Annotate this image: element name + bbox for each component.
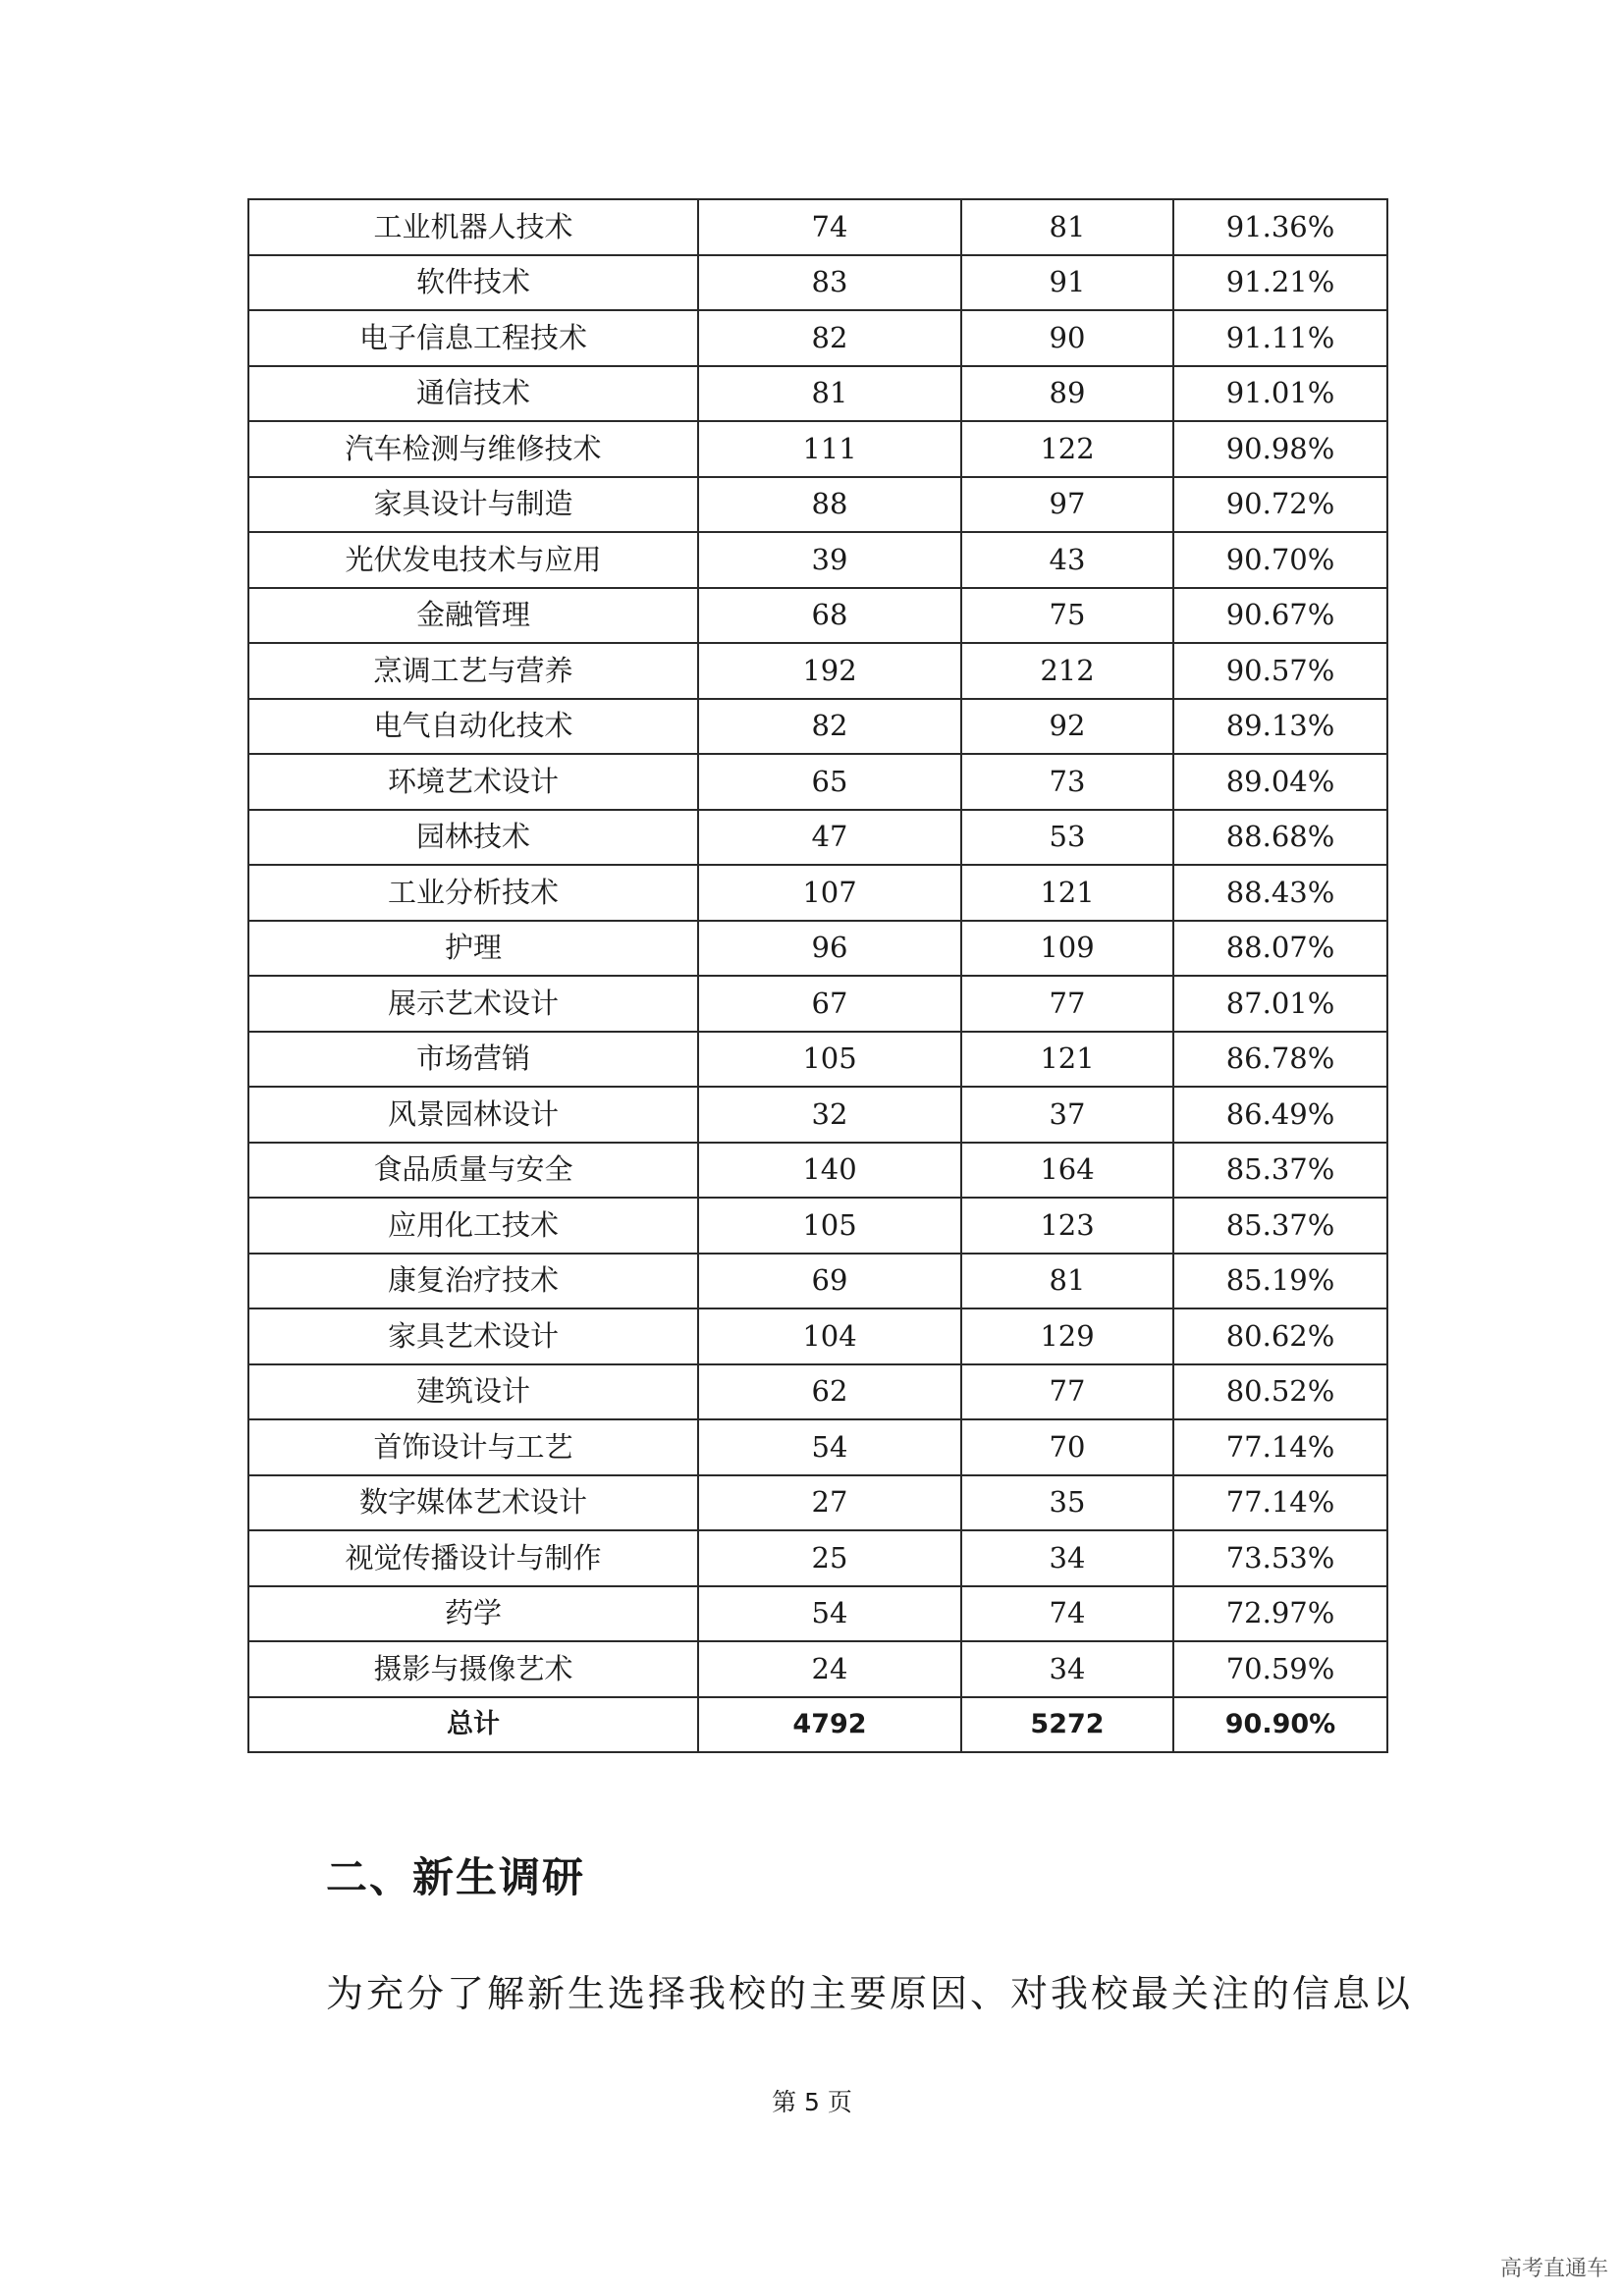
- major-cell: 光伏发电技术与应用: [248, 532, 698, 588]
- table-row: [248, 1364, 1387, 1420]
- page-number: 第 5 页: [772, 2088, 852, 2116]
- graduates-cell: 91: [961, 255, 1173, 311]
- table-row: [248, 421, 1387, 477]
- employed-cell: 82: [698, 699, 961, 755]
- table-row: [248, 976, 1387, 1032]
- employed-cell: 32: [698, 1087, 961, 1143]
- rate-cell: 73.53%: [1173, 1530, 1387, 1586]
- rate-cell: 85.37%: [1173, 1198, 1387, 1254]
- major-cell: 首饰设计与工艺: [248, 1419, 698, 1475]
- graduates-cell: 81: [961, 199, 1173, 255]
- rate-cell: 86.49%: [1173, 1087, 1387, 1143]
- table-row: [248, 1143, 1387, 1199]
- table-row: [248, 1308, 1387, 1364]
- employed-cell: 62: [698, 1364, 961, 1420]
- employed-cell: 104: [698, 1308, 961, 1364]
- graduates-cell: 37: [961, 1087, 1173, 1143]
- major-cell: 环境艺术设计: [248, 754, 698, 810]
- table-row: [248, 1530, 1387, 1586]
- graduates-cell: 70: [961, 1419, 1173, 1475]
- employed-cell: 39: [698, 532, 961, 588]
- table-row: [248, 754, 1387, 810]
- major-cell: 市场营销: [248, 1032, 698, 1088]
- total-graduates: 5272: [961, 1697, 1173, 1753]
- rate-cell: 90.70%: [1173, 532, 1387, 588]
- table-row: [248, 199, 1387, 255]
- employed-cell: 69: [698, 1254, 961, 1309]
- employment-rate-table: [247, 198, 1388, 1753]
- employed-cell: 96: [698, 921, 961, 977]
- employed-cell: 67: [698, 976, 961, 1032]
- employed-cell: 88: [698, 477, 961, 533]
- graduates-cell: 122: [961, 421, 1173, 477]
- table-row: [248, 310, 1387, 366]
- employed-cell: 105: [698, 1032, 961, 1088]
- employed-cell: 83: [698, 255, 961, 311]
- graduates-cell: 89: [961, 366, 1173, 422]
- major-cell: 建筑设计: [248, 1364, 698, 1420]
- table-row: [248, 477, 1387, 533]
- table-row: [248, 588, 1387, 644]
- rate-cell: 88.68%: [1173, 810, 1387, 866]
- employed-cell: 68: [698, 588, 961, 644]
- major-cell: 数字媒体艺术设计: [248, 1475, 698, 1531]
- major-cell: 康复治疗技术: [248, 1254, 698, 1309]
- graduates-cell: 90: [961, 310, 1173, 366]
- section-heading: 二、新生调研: [326, 1853, 586, 1901]
- table-row: [248, 865, 1387, 921]
- graduates-cell: 34: [961, 1530, 1173, 1586]
- total-row: [248, 1697, 1387, 1753]
- rate-cell: 70.59%: [1173, 1641, 1387, 1697]
- table-body: [248, 199, 1387, 1752]
- rate-cell: 90.98%: [1173, 421, 1387, 477]
- watermark-text: 高考直通车: [1499, 2257, 1608, 2281]
- employed-cell: 54: [698, 1586, 961, 1642]
- table-row: [248, 643, 1387, 699]
- rate-cell: 90.67%: [1173, 588, 1387, 644]
- graduates-cell: 97: [961, 477, 1173, 533]
- major-cell: 家具设计与制造: [248, 477, 698, 533]
- major-cell: 烹调工艺与营养: [248, 643, 698, 699]
- table-row: [248, 1586, 1387, 1642]
- graduates-cell: 164: [961, 1143, 1173, 1199]
- graduates-cell: 212: [961, 643, 1173, 699]
- major-cell: 通信技术: [248, 366, 698, 422]
- table-row: [248, 1032, 1387, 1088]
- major-cell: 金融管理: [248, 588, 698, 644]
- graduates-cell: 92: [961, 699, 1173, 755]
- graduates-cell: 121: [961, 1032, 1173, 1088]
- graduates-cell: 109: [961, 921, 1173, 977]
- employed-cell: 105: [698, 1198, 961, 1254]
- major-cell: 软件技术: [248, 255, 698, 311]
- rate-cell: 91.36%: [1173, 199, 1387, 255]
- employed-cell: 81: [698, 366, 961, 422]
- employed-cell: 140: [698, 1143, 961, 1199]
- graduates-cell: 73: [961, 754, 1173, 810]
- rate-cell: 91.21%: [1173, 255, 1387, 311]
- graduates-cell: 43: [961, 532, 1173, 588]
- graduates-cell: 74: [961, 1586, 1173, 1642]
- rate-cell: 90.57%: [1173, 643, 1387, 699]
- rate-cell: 77.14%: [1173, 1475, 1387, 1531]
- employed-cell: 107: [698, 865, 961, 921]
- employed-cell: 111: [698, 421, 961, 477]
- rate-cell: 91.01%: [1173, 366, 1387, 422]
- rate-cell: 80.62%: [1173, 1308, 1387, 1364]
- graduates-cell: 35: [961, 1475, 1173, 1531]
- total-rate: 90.90%: [1173, 1697, 1387, 1753]
- rate-cell: 85.37%: [1173, 1143, 1387, 1199]
- major-cell: 护理: [248, 921, 698, 977]
- major-cell: 应用化工技术: [248, 1198, 698, 1254]
- major-cell: 电气自动化技术: [248, 699, 698, 755]
- table-row: [248, 810, 1387, 866]
- table-row: [248, 255, 1387, 311]
- graduates-cell: 53: [961, 810, 1173, 866]
- rate-cell: 91.11%: [1173, 310, 1387, 366]
- major-cell: 展示艺术设计: [248, 976, 698, 1032]
- major-cell: 工业机器人技术: [248, 199, 698, 255]
- major-cell: 工业分析技术: [248, 865, 698, 921]
- graduates-cell: 81: [961, 1254, 1173, 1309]
- rate-cell: 90.72%: [1173, 477, 1387, 533]
- employed-cell: 74: [698, 199, 961, 255]
- table-row: [248, 1254, 1387, 1309]
- employed-cell: 192: [698, 643, 961, 699]
- rate-cell: 89.13%: [1173, 699, 1387, 755]
- major-cell: 风景园林设计: [248, 1087, 698, 1143]
- total-label: 总计: [248, 1697, 698, 1753]
- graduates-cell: 34: [961, 1641, 1173, 1697]
- rate-cell: 80.52%: [1173, 1364, 1387, 1420]
- graduates-cell: 77: [961, 976, 1173, 1032]
- rate-cell: 72.97%: [1173, 1586, 1387, 1642]
- table-row: [248, 921, 1387, 977]
- major-cell: 家具艺术设计: [248, 1308, 698, 1364]
- major-cell: 电子信息工程技术: [248, 310, 698, 366]
- table-row: [248, 699, 1387, 755]
- rate-cell: 86.78%: [1173, 1032, 1387, 1088]
- table-row: [248, 1419, 1387, 1475]
- major-cell: 园林技术: [248, 810, 698, 866]
- rate-cell: 89.04%: [1173, 754, 1387, 810]
- employed-cell: 24: [698, 1641, 961, 1697]
- graduates-cell: 77: [961, 1364, 1173, 1420]
- table-row: [248, 1087, 1387, 1143]
- major-cell: 食品质量与安全: [248, 1143, 698, 1199]
- employed-cell: 65: [698, 754, 961, 810]
- table-row: [248, 366, 1387, 422]
- table-row: [248, 1641, 1387, 1697]
- rate-cell: 88.07%: [1173, 921, 1387, 977]
- major-cell: 药学: [248, 1586, 698, 1642]
- employed-cell: 47: [698, 810, 961, 866]
- major-cell: 摄影与摄像艺术: [248, 1641, 698, 1697]
- graduates-cell: 123: [961, 1198, 1173, 1254]
- graduates-cell: 121: [961, 865, 1173, 921]
- graduates-cell: 75: [961, 588, 1173, 644]
- rate-cell: 77.14%: [1173, 1419, 1387, 1475]
- graduates-cell: 129: [961, 1308, 1173, 1364]
- employed-cell: 54: [698, 1419, 961, 1475]
- major-cell: 汽车检测与维修技术: [248, 421, 698, 477]
- table-row: [248, 1475, 1387, 1531]
- employed-cell: 27: [698, 1475, 961, 1531]
- rate-cell: 85.19%: [1173, 1254, 1387, 1309]
- rate-cell: 88.43%: [1173, 865, 1387, 921]
- rate-cell: 87.01%: [1173, 976, 1387, 1032]
- table-row: [248, 1198, 1387, 1254]
- table-row: [248, 532, 1387, 588]
- employed-cell: 25: [698, 1530, 961, 1586]
- body-paragraph: 为充分了解新生选择我校的主要原因、对我校最关注的信息以: [326, 1972, 1414, 2015]
- total-employed: 4792: [698, 1697, 961, 1753]
- employed-cell: 82: [698, 310, 961, 366]
- major-cell: 视觉传播设计与制作: [248, 1530, 698, 1586]
